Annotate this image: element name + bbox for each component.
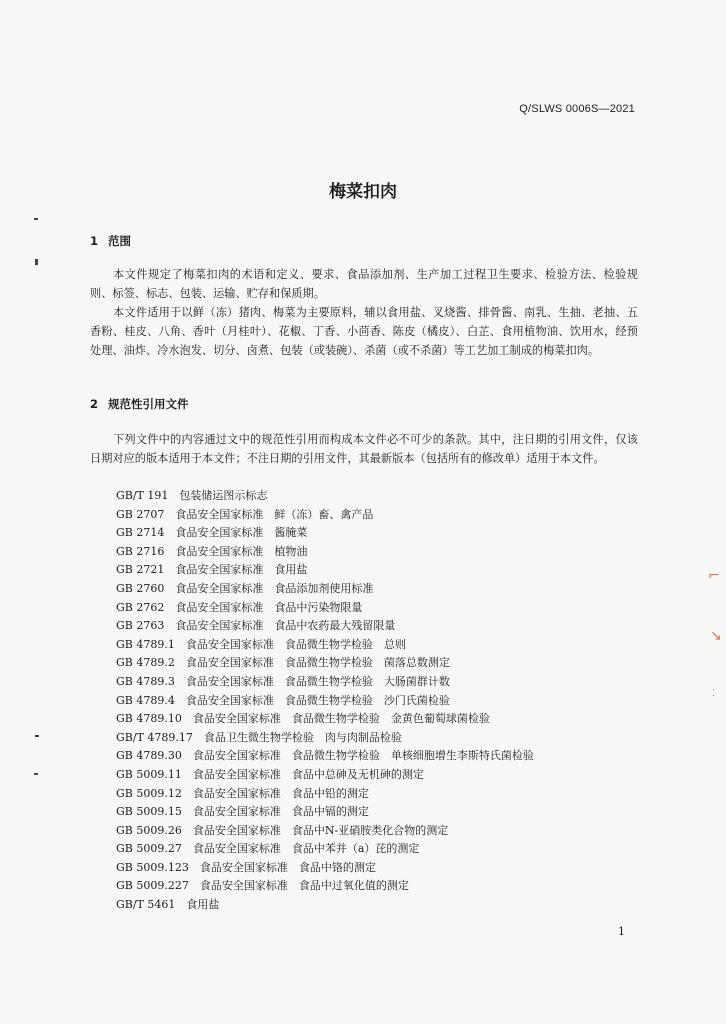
reference-code: GB 4789.30 xyxy=(116,749,182,763)
scan-mark xyxy=(35,735,39,737)
reference-item xyxy=(116,654,534,673)
reference-separator xyxy=(164,582,175,595)
reference-code: GB 2763 xyxy=(116,619,165,633)
reference-item xyxy=(116,766,534,785)
reference-title: 食品安全国家标准 食品中总砷及无机砷的测定 xyxy=(192,767,424,781)
reference-separator xyxy=(164,619,175,632)
reference-separator xyxy=(164,526,175,539)
reference-code: GB 2721 xyxy=(116,563,165,577)
reference-code: GB 2762 xyxy=(116,600,165,614)
reference-separator xyxy=(189,861,200,874)
reference-separator xyxy=(193,731,204,744)
reference-title: 食品安全国家标准 食品微生物学检验 金黄色葡萄球菌检验 xyxy=(192,712,490,726)
reference-item xyxy=(116,524,534,543)
reference-code: GB 5009.12 xyxy=(116,786,182,800)
scan-mark xyxy=(35,259,38,265)
reference-item xyxy=(116,561,534,580)
reference-separator xyxy=(175,694,186,707)
reference-title: 食品安全国家标准 食品中过氧化值的测定 xyxy=(199,879,409,893)
reference-code: GB 5009.123 xyxy=(116,860,189,874)
reference-code: GB 2707 xyxy=(116,507,165,521)
reference-title: 食品安全国家标准 植物油 xyxy=(175,544,308,558)
reference-separator xyxy=(164,563,175,576)
reference-item xyxy=(116,896,534,915)
reference-separator xyxy=(189,879,200,892)
reference-list xyxy=(116,487,534,915)
reference-code: GB 5009.11 xyxy=(116,767,182,781)
section-number: 2 xyxy=(90,397,99,411)
reference-code: GB 4789.2 xyxy=(116,656,175,670)
document-title: 梅菜扣肉 xyxy=(329,182,397,202)
reference-item xyxy=(116,859,534,878)
reference-code: GB/T 4789.17 xyxy=(116,730,193,744)
reference-title: 食品安全国家标准 食品微生物学检验 大肠菌群计数 xyxy=(185,674,450,688)
reference-item xyxy=(116,599,534,618)
reference-separator xyxy=(182,768,193,781)
reference-title: 食品安全国家标准 食品中农药最大残留限量 xyxy=(175,619,396,633)
reference-title: 食品安全国家标准 食品微生物学检验 总则 xyxy=(185,637,406,651)
reference-item xyxy=(116,506,534,525)
reference-title: 包装储运图示标志 xyxy=(179,489,268,502)
reference-title: 食品安全国家标准 食品中镉的测定 xyxy=(192,805,369,819)
reference-title: 食品卫生微生物学检验 肉与肉制品检验 xyxy=(203,730,402,744)
reference-item xyxy=(116,747,534,766)
reference-separator xyxy=(182,824,193,837)
reference-separator xyxy=(164,508,175,521)
reference-code: GB/T 5461 xyxy=(116,898,176,912)
reference-code: GB 5009.227 xyxy=(116,879,189,893)
reference-item xyxy=(116,543,534,562)
reference-title: 食品安全国家标准 食品中铅的测定 xyxy=(192,786,369,800)
reference-item xyxy=(116,692,534,711)
reference-item xyxy=(116,822,534,841)
reference-title: 食品安全国家标准 食品中污染物限量 xyxy=(175,600,363,614)
scope-paragraph-2: 本文件适用于以鲜（冻）猪肉、梅菜为主要原料，辅以食用盐、叉烧酱、排骨酱、南乳、生抽、老抽、五香粉、桂皮、八角、香叶（月桂叶）、花椒、丁香、小茴香、陈皮（橘皮）、白芷、食用植物油、饮用水，经预处理、油炸、冷水泡发、切分、卤煮、包装（或装碗）、杀菌（或不杀菌）等工艺加工制成的梅菜扣肉。 xyxy=(90,306,638,357)
stamp-fragment-icon: ⌐ xyxy=(708,568,720,584)
reference-code: GB 4789.1 xyxy=(116,637,175,651)
reference-separator xyxy=(164,601,175,614)
reference-code: GB 5009.26 xyxy=(116,823,182,837)
reference-item xyxy=(116,729,534,748)
reference-item xyxy=(116,785,534,804)
page-number: 1 xyxy=(618,925,625,938)
reference-separator xyxy=(175,638,186,651)
references-intro-paragraph: 下列文件中的内容通过文中的规范性引用而构成本文件必不可少的条款。其中，注日期的引用文件，仅该日期对应的版本适用于本文件；不注日期的引用文件，其最新版本（包括所有的修改单）适用于本文件。 xyxy=(90,433,638,465)
reference-title: 食品安全国家标准 食品中N-亚硝胺类化合物的测定 xyxy=(192,823,449,837)
reference-code: GB 2714 xyxy=(116,526,165,540)
reference-item xyxy=(116,580,534,599)
reference-separator xyxy=(175,898,186,911)
reference-code: GB 4789.4 xyxy=(116,693,175,707)
reference-code: GB 2716 xyxy=(116,544,165,558)
stamp-fragment-icon: ↘ xyxy=(710,628,722,644)
reference-code: GB 5009.27 xyxy=(116,842,182,856)
reference-item xyxy=(116,673,534,692)
reference-separator xyxy=(182,842,193,855)
reference-title: 食品安全国家标准 鲜（冻）畜、禽产品 xyxy=(175,507,374,521)
reference-code: GB 4789.10 xyxy=(116,712,182,726)
reference-item xyxy=(116,487,534,506)
section-2-heading xyxy=(90,396,189,412)
reference-separator xyxy=(182,787,193,800)
reference-code: GB 2760 xyxy=(116,581,165,595)
reference-item xyxy=(116,636,534,655)
reference-title: 食品安全国家标准 食品添加剂使用标准 xyxy=(175,581,374,595)
reference-separator xyxy=(175,675,186,688)
reference-separator xyxy=(182,805,193,818)
reference-item xyxy=(116,840,534,859)
reference-item xyxy=(116,877,534,896)
scan-mark xyxy=(34,218,38,220)
reference-title: 食品安全国家标准 食品微生物学检验 菌落总数测定 xyxy=(185,656,450,670)
reference-separator xyxy=(168,489,179,502)
section-title: 范围 xyxy=(108,234,131,248)
reference-title: 食品安全国家标准 食用盐 xyxy=(175,563,308,577)
document-code: Q/SLWS 0006S—2021 xyxy=(519,103,635,115)
reference-item xyxy=(116,803,534,822)
section-1-heading xyxy=(90,233,131,249)
reference-separator xyxy=(182,749,193,762)
reference-code: GB/T 191 xyxy=(116,489,169,502)
reference-title: 食用盐 xyxy=(186,898,220,912)
reference-separator xyxy=(182,712,193,725)
reference-title: 食品安全国家标准 食品微生物学检验 沙门氏菌检验 xyxy=(185,693,450,707)
section-title: 规范性引用文件 xyxy=(108,397,189,411)
scope-paragraph-1: 本文件规定了梅菜扣肉的术语和定义、要求、食品添加剂、生产加工过程卫生要求、检验方法、检验规则、标签、标志、包装、运输、贮存和保质期。 xyxy=(90,268,638,300)
reference-title: 食品安全国家标准 食品中铬的测定 xyxy=(199,860,376,874)
stamp-fragment-icon: ⁚ xyxy=(712,688,716,699)
reference-title: 食品安全国家标准 食品中苯并（a）芘的测定 xyxy=(192,842,420,856)
section-number: 1 xyxy=(90,234,99,248)
reference-separator xyxy=(164,545,175,558)
reference-item xyxy=(116,710,534,729)
reference-item xyxy=(116,617,534,636)
scan-mark xyxy=(34,773,38,775)
reference-code: GB 5009.15 xyxy=(116,805,182,819)
reference-separator xyxy=(175,656,186,669)
reference-title: 食品安全国家标准 酱腌菜 xyxy=(175,526,308,540)
reference-title: 食品安全国家标准 食品微生物学检验 单核细胞增生李斯特氏菌检验 xyxy=(192,749,534,763)
reference-code: GB 4789.3 xyxy=(116,674,175,688)
